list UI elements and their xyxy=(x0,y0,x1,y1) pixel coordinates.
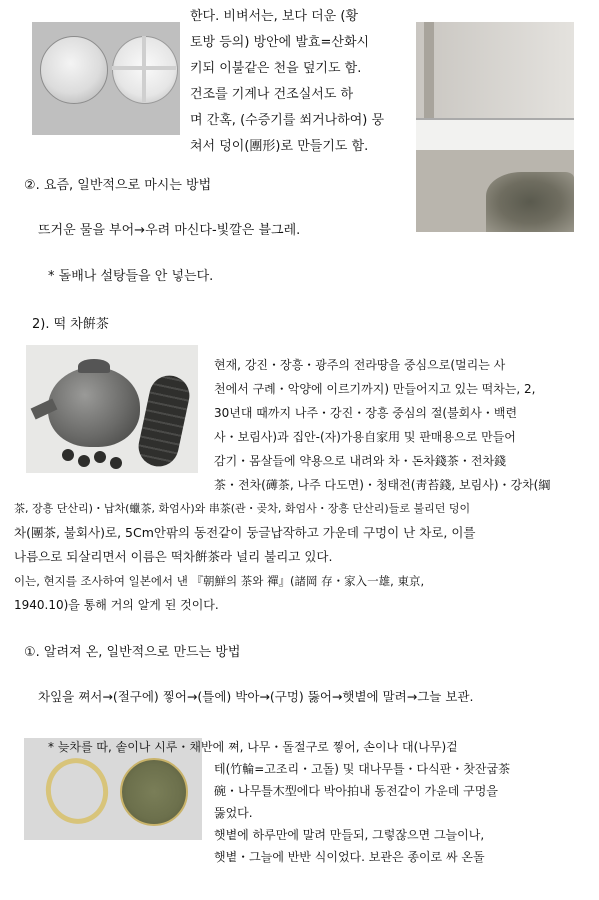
cloth-covered-shelf xyxy=(416,118,574,152)
tea-coin xyxy=(110,457,122,469)
text-line: 쳐서 덩이(團形)로 만들기도 함. xyxy=(190,139,369,154)
text-line: 나름으로 되살리면서 이름은 떡차餠茶라 널리 불리고 있다. xyxy=(14,549,333,564)
source-note: 이는, 현지를 조사하여 일본에서 낸 『朝鮮의 茶와 禪』(諸岡 存・家入一雄, 東京, xyxy=(14,574,425,588)
text-line: 사・보림사)과 집안-(자)가용自家用 및 판매용으로 만들어 xyxy=(214,430,516,444)
tea-coin xyxy=(62,449,74,461)
section-heading: ②. 요즘, 일반적으로 마시는 방법 xyxy=(24,178,212,193)
body-text: 뜨거운 물을 부어→우려 마신다-빛깔은 블그레. xyxy=(38,223,301,238)
text-line: 햇볕・그늘에 반반 식이었다. 보관은 종이로 싸 온돌 xyxy=(214,850,485,864)
text-line: 토방 등의) 방안에 발효=산화시 xyxy=(190,35,370,50)
bamboo-ring-mold xyxy=(39,751,116,831)
body-text: 차잎을 쪄서→(절구에) 찧어→(틀에) 박아→(구멍) 뚫어→햇볕에 말려→그늘 보관. xyxy=(38,689,474,704)
pressed-tea-cake xyxy=(120,758,188,826)
wrapped-tea-cake xyxy=(40,36,108,104)
tie-string xyxy=(112,66,176,70)
note-text: * 늦차를 따, 솥이나 시루・채반에 쪄, 나무・돌절구로 찧어, 손이나 대(나무)겉 xyxy=(48,740,458,754)
tea-coin xyxy=(94,451,106,463)
tea-coin xyxy=(78,455,90,467)
text-line: 30년대 때까지 나주・강진・장흥 중심의 절(불회사・백련 xyxy=(214,406,518,420)
text-line: 뚫었다. xyxy=(214,806,253,820)
text-line: 茶・전차(礡茶, 나주 다도면)・청태전(靑苔錢, 보림사)・강차(綱 xyxy=(214,478,551,492)
text-line: 현재, 강진・장흥・광주의 전라땅을 중심으로(멀리는 사 xyxy=(214,358,506,372)
text-line: 건조를 기계나 건조실서도 하 xyxy=(190,87,354,102)
text-line: 茶, 장흥 단산리)・납차(蠟茶, 화엄사)와 串茶(관・곶차, 화엄사・장흥 단산리)들로 불리던 덩이 xyxy=(14,502,471,515)
text-line: 감기・몸살들에 약용으로 내려와 차・돈차錢茶・전차錢 xyxy=(214,454,507,468)
text-line: 차(團茶, 불회사)로, 5Cm안팎의 동전같이 둥글납작하고 가운데 구멍이 난 차로, 이를 xyxy=(14,525,476,540)
section-heading: ①. 알려져 온, 일반적으로 만드는 방법 xyxy=(24,645,241,660)
text-line: 며 간혹, (수증기를 쐬거나하여) 뭉 xyxy=(190,113,385,128)
text-line: 碗・나무틀木型에다 박아拍내 동전같이 가운데 구멍을 xyxy=(214,784,498,798)
text-line: 한다. 비벼서는, 보다 더운 (황 xyxy=(190,9,359,24)
text-line: 천에서 구례・악양에 이르기까지) 만들어지고 있는 떡차는, 2, xyxy=(214,382,536,396)
teapot-tea-cakes-photo xyxy=(26,345,198,473)
subsection-heading: 2). 떡 차餠茶 xyxy=(32,317,109,332)
strung-tea-cakes xyxy=(135,372,193,470)
source-note: 1940.10)을 통해 거의 알게 된 것이다. xyxy=(14,598,219,612)
text-line: 햇볕에 하루만에 말려 만들되, 그렇잖으면 그늘이나, xyxy=(214,828,485,842)
tea-cakes-photo xyxy=(32,22,180,135)
teapot xyxy=(48,367,140,447)
text-line: 키되 이불같은 천을 덮기도 함. xyxy=(190,61,362,76)
teapot-lid xyxy=(78,359,110,373)
text-line: 테(竹輪=고조리・고돌) 및 대나무틀・다식판・찻잔굽茶 xyxy=(214,762,511,776)
tea-leaf-pile xyxy=(486,172,574,232)
note-text: * 돌배나 설탕들을 안 넣는다. xyxy=(48,269,214,284)
drying-room-photo xyxy=(416,22,574,232)
